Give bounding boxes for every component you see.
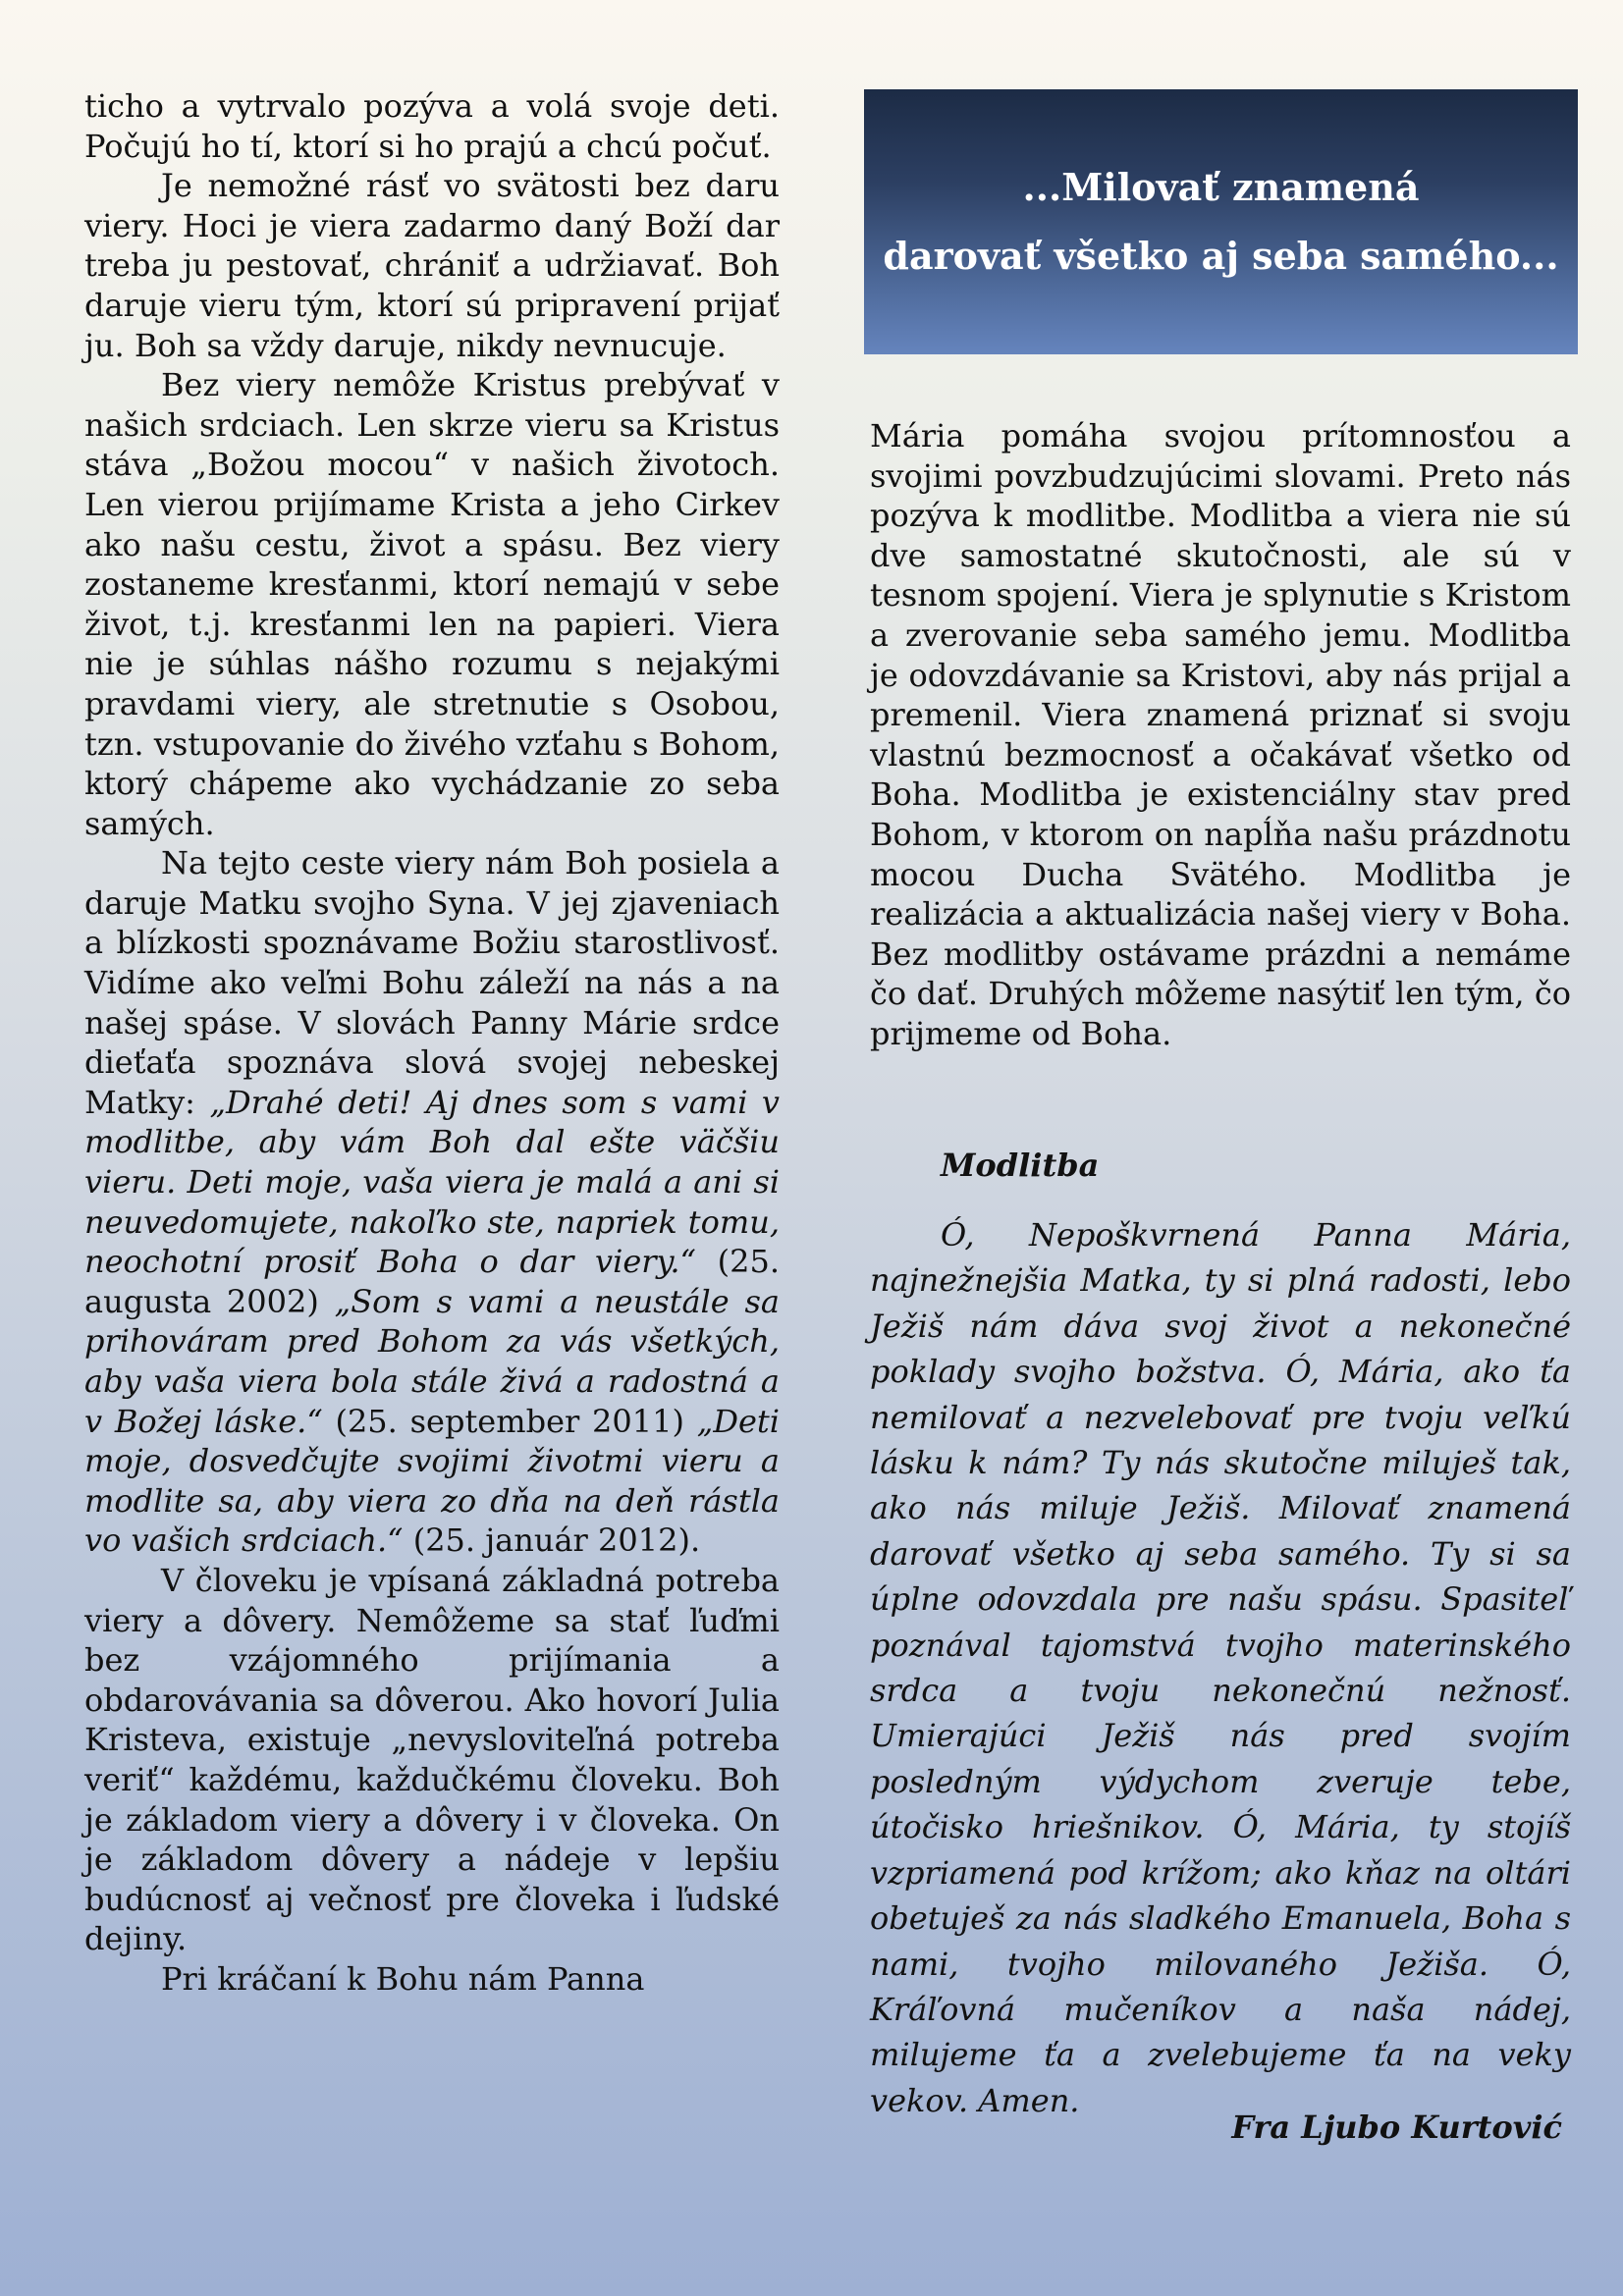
title-banner	[864, 89, 1578, 354]
quote-date: (25. augusta 2002)	[84, 1243, 781, 1320]
author-signature: Fra Ljubo Kurtović	[1231, 2109, 1562, 2146]
quote: „Drahé deti! Aj dnes som s vami v modlitbe, aby vám Boh dal ešte väčšiu vieru. Deti moje, vaša viera je malá a ani si neuvedomujete, nakoľko ste, napriek tomu, neochotní prosiť Boha o dar viery.“	[84, 1083, 781, 1281]
paragraph: Je nemožné rásť vo svätosti bez daru viery. Hoci je viera zadarmo daný Boží dar treba ju pestovať, chrániť a udržiavať. Boh daruje vieru tým, ktorí sú pripravení prijať ju. Boh sa vždy daruje, nikdy nevnucuje.	[84, 167, 780, 364]
paragraph: Bez viery nemôže Kristus prebývať v našich srdciach. Len skrze vieru sa Kristus stáva „Božou mocou“ v našich životoch. Len vierou prijímame Krista a jeho Cirkev ako našu cestu, život a spásu. Bez viery zostaneme kresťanmi, ktorí nemajú v sebe život, t.j. kresťanmi len na papieri. Viera nie je súhlas nášho rozumu s nejakými pravdami viery, ale stretnutie s Osobou, tzn. vstupovanie do živého vzťahu s Bohom, ktorý chápeme ako vychádzanie zo seba samých.	[84, 366, 780, 842]
left-column	[84, 86, 780, 2000]
paragraph: ticho a vytrvalo pozýva a volá svoje deti. Počujú ho tí, ktorí si ho prajú a chcú počuť.	[84, 87, 780, 165]
paragraph: Pri kráčaní k Bohu nám Panna	[161, 1959, 645, 1998]
paragraph: Mária pomáha svojou prítomnosťou a svojimi povzbudzujúcimi slovami. Preto nás pozýva k modlitbe. Modlitba a viera nie sú dve samostatné skutočnosti, ale sú v tesnom spojení. Viera je splynutie s Kristom a zverovanie seba samého jemu. Modlitba je odovzdávanie sa Kristovi, aby nás prijal a premenil. Viera znamená priznať si svoju vlastnú bezmocnosť a očakávať všetko od Boha. Modlitba je existenciálny stav pred Bohom, v ktorom on napĺňa našu prázdnotu mocou Ducha Svätého. Modlitba je realizácia a aktualizácia našej viery v Boha. Bez modlitby ostávame prázdni a nemáme čo dať. Druhých môžeme nasýtiť len tým, čo prijmeme od Boha.	[870, 417, 1571, 1052]
banner-line: ...Milovať znamená	[1022, 165, 1420, 209]
quote: „Deti moje, dosvedčujte svojimi životmi vieru a modlite sa, aby viera zo dňa na deň rástla vo vašich srdciach.“	[84, 1402, 781, 1560]
right-column	[870, 416, 1571, 1054]
text-span: Na tejto ceste viery nám Boh posiela a daruje Matku svojho Syna. V jej zjaveniach a blízkosti spoznávame Božiu starostlivosť. Vidíme ako veľmi Bohu záleží na nás a na našej spáse. V slovách Panny Márie srdce dieťaťa spoznáva slová svojej nebeskej Matky:	[84, 844, 780, 1121]
quote-date: (25. september 2011)	[322, 1402, 697, 1440]
quote: „Som s vami a neustále sa prihováram pred Bohom za vás všetkých, aby vaša viera bola stále živá a radostná a v Božej láske.“	[84, 1282, 781, 1440]
quote-date: (25. január 2012).	[403, 1522, 701, 1560]
prayer-text: Ó, Nepoškvrnená Panna Mária, najnežnejšia Matka, ty si plná radosti, lebo Ježiš nám dáva svoj život a nekonečné poklady svojho božstva. Ó, Mária, ako ťa nemilovať a nezvelebovať pre tvoju veľkú lásku k nám? Ty nás skutočne miluješ tak, ako nás miluje Ježiš. Milovať znamená darovať všetko aj seba samého. Ty si sa úplne odovzdala pre našu spásu. Spasiteľ poznával tajomstvá tvojho materinského srdca a tvoju nekonečnú nežnosť. Umierajúci Ježiš nás pred svojím posledným výdychom zveruje tebe, útočisko hriešnikov. Ó, Mária, ty stojíš vzpriamená pod krížom; ako kňaz na oltári obetuješ za nás sladkého Emanuela, Boha s nami, tvojho milovaného Ježiša. Ó, Kráľovná mučeníkov a naša nádej, milujeme ťa a zvelebujeme ťa na veky vekov. Amen.	[870, 1216, 1571, 2119]
banner-line: darovať všetko aj seba samého...	[883, 234, 1559, 278]
paragraph-with-quotes	[84, 843, 780, 1561]
prayer-heading: Modlitba	[941, 1147, 1100, 1184]
paragraph: V človeku je vpísaná základná potreba viery a dôvery. Nemôžeme sa stať ľuďmi bez vzájomného prijímania a obdarovávania sa dôverou. Ako hovorí Julia Kristeva, existuje „nevysloviteľná potreba veriť“ každému, každučkému človeku. Boh je základom viery a dôvery i v človeka. On je základom dôvery a nádeje v lepšiu budúcnosť aj večnosť pre človeka i ľudské dejiny.	[84, 1561, 780, 1958]
